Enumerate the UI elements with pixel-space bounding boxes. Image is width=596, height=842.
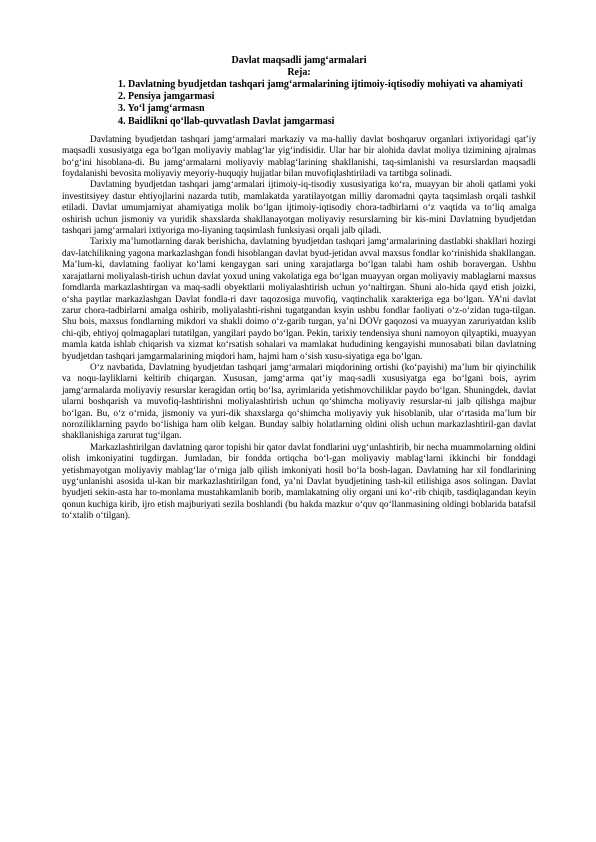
document-body	[62, 135, 536, 523]
plan-item: 1. Davlatning byudjetdan tashqari jamg‘armalarining ijtimoiy-iqtisodiy mohiyati va ahamiyati	[118, 79, 523, 90]
paragraph: Tarixiy ma’lumotlarning darak berishicha, davlatning byudjetdan tashqari jamg‘armalarining dastlabki shakllari hozirgi dav-latchilikning yagona markazlashgan fondi hisoblangan davlat byud-jetidan avval maxsus fondlar ko‘rinishida shakllangan. Ma’lum-ki, davlatning faoliyat ko‘lami kengaygan sari uning xarajatlarga bo‘lgan talabi ham oshib boravergan. Ushbu xarajatlarni moliyalash-tirish uchun davlat yoxud uning vakolatiga ega bo‘lgan muayyan organ moliyaviy mablaglarni maxsus fomdlarda markazlashtirgan va maq-sadli obyektlarii moliyalashtirish uchun yo‘naltirgan. Shuni alo-hida qayd etish joizki, o‘sha paytlar markazlashgan Davlat fondla-ri davr taqozosiga muvofiq, vaqtinchalik xarakteriga ega bo‘lgan. YA’ni davlat zarur chora-tadbirlarni amalga oshirib, moliyalashti-rishni tugatgandan ksyin ushbu fondlar faoliyati o‘z-o‘zidan tuga-tilgan. Shu bois, maxsus fondlarning mikdori va shakli doimo o‘z-garib turgan, ya’ni DOVr gaqozosi va muayyan zaruriyatdan kslib chi-qib, ehtiyoj qolmagaplari tutatilgan, yangilari paydo bo‘lgan. Pekin, tarixiy tendensiya shuni namoyon qilyaptiki, muayyan mamla katda ishlab chiqarish va xizmat ko‘rsatish sohalari va mamlakat hududining kengayishi munosabati bilan davlatning byudjetdan tashqari jamgarmalarining miqdori ham, hajmi ham o‘sish xusu-siyatiga ega bo‘lgan.	[62, 237, 536, 362]
paragraph: Davlatning byudjetdan tashqari jamg‘armalari ijtimoiy-iq-tisodiy xususiyatiga ko‘ra, muayyan bir aholi qatlami yoki investitsiyey dastur ehtiyojlarini nazarda tutib, mamlakatda yaratilayotgan milliy daromadni qayta taqsimlash orqali tashkil etiladi. Davlat umumjamiyat ahamiyatiga molik bo‘lgan ijtimoiy-iqtisodiy chora-tadbirlarni o‘z vaqtida va to‘liq amalga oshirish uchun jismoniy va yuridik shaxslarda shakllanayotgan moliyaviy resurslarning bir kis-mini Davlatning byudjetdan tashqari jamg‘armalari ixtiyoriga mo-liyaning taqsimlash funksiyasi orqali jalb qiladi.	[62, 180, 536, 237]
paragraph: O‘z navbatida, Davlatning byudjetdan tashqari jamg‘armalari miqdorining ortishi (ko‘payishi) ma’lum bir qiyinchilik va noqu-layliklarni keltirib chiqargan. Xususan, jamg‘arma qat’iy maq-sadli xususiyatga ega bo‘lgani bois, ayrim jamg‘armalarda moliyaviy resurslar keragidan ortiq bo‘lsa, ayrimlarida yetishmovchiliklar paydo bo‘lgan. Shuningdek, davlat ularni boshqarish va muvofiq-lashtirishni moliyalashtirish uchun qo‘shimcha moliyaviy resurslar-ni jalb qilishga majbur bo‘lgan. Bu, o‘z o‘rnida, jismoniy va yuri-dik shaxslarga qo‘shimcha moliyaviy yuk hisoblanib, ular o‘rtasida ma’lum bir noroziliklarning paydo bo‘lishiga ham olib kelgan. Bunday salbiy holatlarning oldini olish uchun markazlashtiril-gan davlat shakllanishiga zarurat tug‘ilgan.	[62, 362, 536, 442]
paragraph: Markazlashtirilgan davlatning qaror topishi bir qator davlat fondlarini uyg‘unlashtirib, bir necha muammolarning oldini olish imkoniyatini tugdirgan. Jumladan, bir fondda ortiqcha bo‘l-gan moliyaviy mablag‘larni ikkinchi bir fonddagi yetishmayotgan moliyaviy mablag‘lar o‘rniga jalb qilish imkoniyati hosil bo‘la bosh-lagan. Davlatning har xil fondlarining uyg‘unlanishi asosida ul-kan bir markazlashtirilgan fond, ya’ni Davlat byudjetining tash-kil etilishiga asos solingan. Davlat byudjeti sekin-asta har to-monlama mustahkamlanib borib, mamlakatning oliy organi uni ko‘-rib chiqib, tasdiqlagandan keyin qonun kuchiga kirib, ijro etish majburiyati sezila boshlandi (bu hakda mazkur o‘quv qo‘llanmasining oldingi boblarida batafsil to‘xtalib o‘tilgan).	[62, 442, 536, 522]
plan-item: 4. Baidlikni qo‘llab-quvvatlash Davlat jamgarmasi	[118, 115, 335, 127]
plan-heading: Reja:	[287, 67, 311, 78]
paragraph: Davlatning byudjetdan tashqari jamg‘armalari markaziy va ma-halliy davlat boshqaruv organlari ixtiyoridagi qat’iy maqsadli xususiyatga ega bo‘lgan moliyaviy mablag‘lar yig‘indisidir. Ular har bir alohida davlat moliya tizimining ajralmas bo‘g‘ini hisoblana-di. Bu jamg‘armalarni moliyaviy mablag‘larining shakllanishi, taq-simlanishi va resurslardan maqsadli foydalanishi bevosita moliyaviy meyoriy-huquqiy hujjatlar bilan muvofiqlashtiriladi va tartibga solinadi.	[62, 134, 536, 180]
plan-list	[62, 79, 536, 128]
plan-item: 3. Yo‘l jamg‘armasn	[118, 103, 205, 115]
document-title: Davlat maqsadli jamg‘armalari	[231, 55, 367, 66]
document-page	[62, 55, 536, 523]
plan-item: 2. Pensiya jamgarmasi	[118, 91, 215, 103]
